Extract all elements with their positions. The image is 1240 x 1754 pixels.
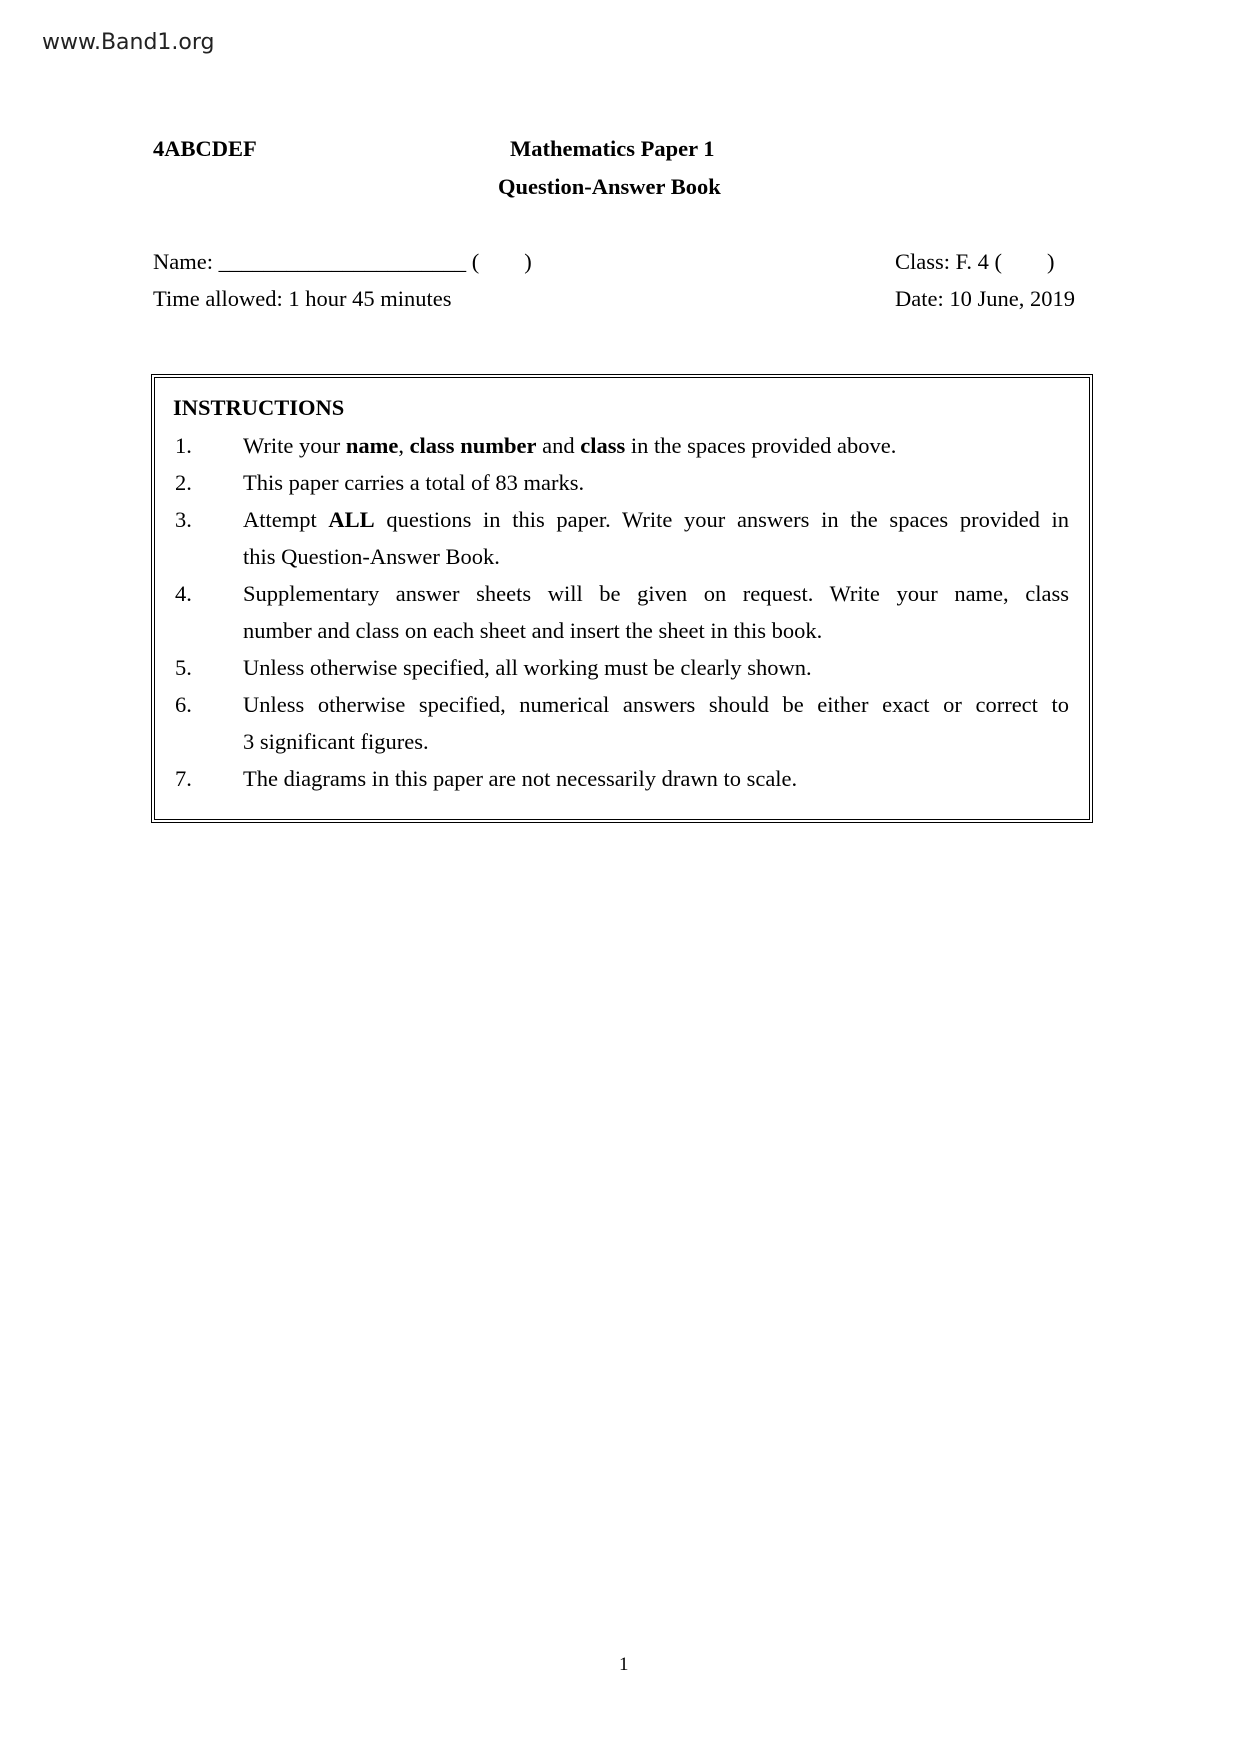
page-number: 1	[619, 1654, 629, 1675]
class-number-blank[interactable]: ( )	[471, 249, 532, 274]
name-label: Name:	[153, 249, 213, 274]
item-text: Unless otherwise specified, numerical answers should be either exact or correct to	[243, 692, 1069, 717]
item-number: 6.	[175, 692, 192, 717]
time-allowed: Time allowed: 1 hour 45 minutes	[153, 286, 452, 311]
instructions-heading: INSTRUCTIONS	[173, 395, 345, 420]
class-field: Class: F. 4 ( )	[895, 249, 1055, 274]
name-blank[interactable]: ______________________	[218, 249, 467, 274]
name-field	[153, 249, 532, 275]
item-text: The diagrams in this paper are not necessarily drawn to scale.	[243, 766, 798, 791]
item-number: 1.	[175, 433, 192, 458]
item-text: 3 significant figures.	[243, 729, 429, 754]
item-number: 3.	[175, 507, 192, 532]
item-text: Supplementary answer sheets will be given on request. Write your name, class	[243, 581, 1069, 606]
item-text: This paper carries a total of 83 marks.	[243, 470, 585, 495]
paper-code: 4ABCDEF	[153, 136, 257, 161]
item-text: this Question-Answer Book.	[243, 544, 500, 569]
paper-title: Mathematics Paper 1	[510, 136, 715, 161]
watermark: www.Band1.org	[42, 30, 215, 55]
instructions-box: INSTRUCTIONS 1. Write your name, class number and class in the spaces provided above. 2. This paper carries a total of 83 marks. 3. Attempt ALL questions in this paper. Write your answers in the spaces provided in this Question-Answer Book. 4. Supplementary answer sheets will be given on request. Write your name, class number and class on each sheet and insert the sheet in this book. 5. Unless otherwise specified, all working must be clearly shown. 6. Unless otherwise specified, numerical answers should be either exact or correct to 3 significant figures. 7. The diagrams in this paper are not necessarily drawn to scale.	[151, 374, 1093, 823]
item-number: 7.	[175, 766, 192, 791]
item-text: number and class on each sheet and insert the sheet in this book.	[243, 618, 823, 643]
exam-date: Date: 10 June, 2019	[895, 286, 1075, 311]
paper-subtitle: Question-Answer Book	[498, 174, 721, 199]
item-number: 4.	[175, 581, 192, 606]
item-number: 5.	[175, 655, 192, 680]
item-text: Unless otherwise specified, all working must be clearly shown.	[243, 655, 812, 680]
item-number: 2.	[175, 470, 192, 495]
